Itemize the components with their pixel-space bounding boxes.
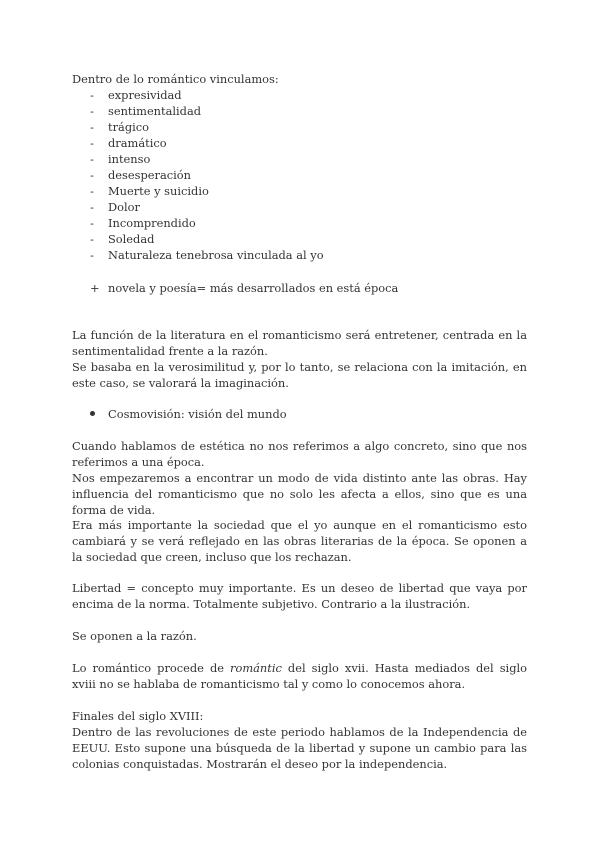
list-item-text: desesperación bbox=[108, 168, 191, 182]
dash-marker: - bbox=[90, 168, 94, 182]
list-item bbox=[72, 151, 324, 167]
origin-text-before: Lo romántico procede de bbox=[72, 661, 231, 675]
dash-marker: - bbox=[90, 232, 94, 246]
paragraph-reason: Se oponen a la razón. bbox=[72, 629, 197, 643]
list-item bbox=[72, 119, 324, 135]
paragraph-aesthetics: Cuando hablamos de estética no nos referimos a algo concreto, sino que nos referimos a una época. bbox=[72, 439, 527, 469]
plus-marker: + bbox=[90, 281, 100, 295]
list-item bbox=[72, 135, 324, 151]
plus-item-text: novela y poesía= más desarrollados en está época bbox=[108, 281, 399, 295]
paragraph-way-of-life: Nos empezaremos a encontrar un modo de vida distinto ante las obras. Hay influencia del romanticismo que no solo les afecta a ellos, sino que es una forma de vida. bbox=[72, 471, 527, 517]
paragraph-freedom: Libertad = concepto muy importante. Es un deseo de libertad que vaya por encima de la norma. Totalmente subjetivo. Contrario a la ilustración. bbox=[72, 581, 527, 611]
dash-marker: - bbox=[90, 152, 94, 166]
list-item bbox=[72, 183, 324, 199]
list-item bbox=[72, 87, 324, 103]
list-item bbox=[72, 247, 324, 263]
list-item bbox=[72, 215, 324, 231]
dash-marker: - bbox=[90, 120, 94, 134]
paragraph-society: Era más importante la sociedad que el yo aunque en el romanticismo esto cambiará y se verá reflejado en las obras literarias de la época. Se oponen a la sociedad que creen, incluso que los rechazan. bbox=[72, 518, 527, 564]
origin-text-after: del siglo xvii. Hasta mediados del siglo xviii no se hablaba de romanticismo tal y como lo conocemos ahora. bbox=[72, 661, 527, 691]
list-item-text: Incomprendido bbox=[108, 216, 196, 230]
list-item-text: Muerte y suicidio bbox=[108, 184, 209, 198]
list-item-text: sentimentalidad bbox=[108, 104, 202, 118]
list-item bbox=[72, 103, 324, 119]
list-item-text: Soledad bbox=[108, 232, 155, 246]
dash-marker: - bbox=[90, 104, 94, 118]
dash-marker: - bbox=[90, 216, 94, 230]
list-item-text: trágico bbox=[108, 120, 149, 134]
romantic-traits-list bbox=[72, 87, 324, 263]
list-item-text: dramático bbox=[108, 136, 167, 150]
list-item bbox=[72, 231, 324, 247]
heading-late-18th-century: Finales del siglo XVIII: bbox=[72, 709, 204, 723]
paragraph-independence: Dentro de las revoluciones de este periodo hablamos de la Independencia de EEUU. Esto supone una búsqueda de la libertad y supone un cambio para las colonias conquistadas. Mostrarán el deseo por la independencia. bbox=[72, 725, 527, 771]
list-item-text: intenso bbox=[108, 152, 151, 166]
list-item-text: Dolor bbox=[108, 200, 140, 214]
dash-marker: - bbox=[90, 88, 94, 102]
paragraph-origin bbox=[72, 660, 527, 692]
bullet-dot bbox=[90, 411, 95, 416]
dash-marker: - bbox=[90, 200, 94, 214]
list-item-text: expresividad bbox=[108, 88, 182, 102]
paragraph-verosimilitude: Se basaba en la verosimilitud y, por lo tanto, se relaciona con la imitación, en este caso, se valorará la imaginación. bbox=[72, 360, 527, 390]
list-item bbox=[72, 167, 324, 183]
list-item-text: Naturaleza tenebrosa vinculada al yo bbox=[108, 248, 324, 262]
origin-italic-word: romántic bbox=[230, 661, 282, 675]
list-item bbox=[72, 199, 324, 215]
bullet-item-text: Cosmovisión: visión del mundo bbox=[108, 407, 287, 421]
dash-marker: - bbox=[90, 248, 94, 262]
intro-line: Dentro de lo romántico vinculamos: bbox=[72, 72, 279, 86]
dash-marker: - bbox=[90, 184, 94, 198]
paragraph-literature-function: La función de la literatura en el romanticismo será entretener, centrada en la sentimentalidad frente a la razón. bbox=[72, 328, 527, 358]
dash-marker: - bbox=[90, 136, 94, 150]
